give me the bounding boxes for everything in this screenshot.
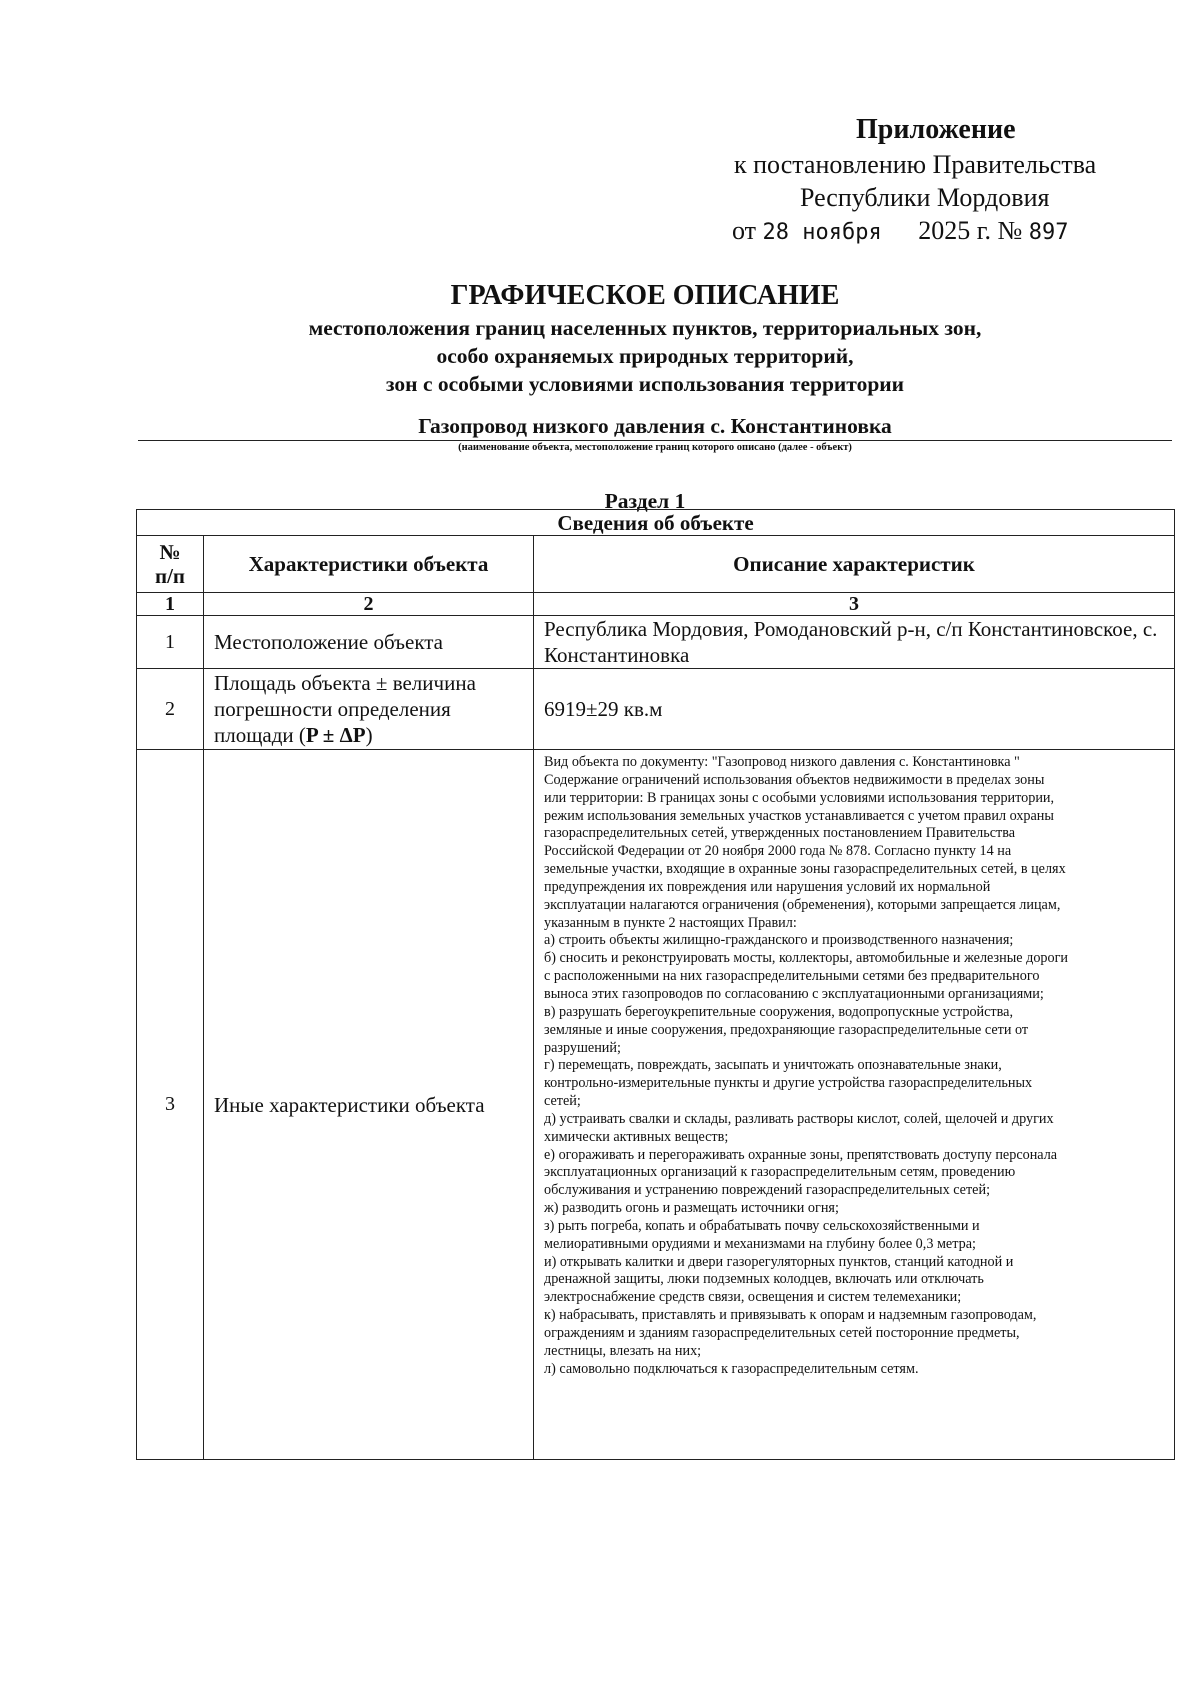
header-description: Описание характеристик — [534, 536, 1175, 593]
restriction-line: л) самовольно подключаться к газораспределительным сетям. — [544, 1360, 919, 1377]
appendix-date-line — [720, 214, 1150, 249]
restriction-line: химически активных веществ; — [544, 1128, 729, 1145]
column-numbers-row — [137, 593, 1175, 616]
area-label-end: ) — [365, 723, 373, 747]
subtitle-line: особо охраняемых природных территорий, — [436, 344, 854, 368]
header-characteristic: Характеристики объекта — [204, 536, 534, 593]
appendix-line-2: Республики Мордовия — [800, 183, 1050, 212]
header-no: № п/п — [137, 536, 204, 593]
appendix-year: 2025 г. № — [918, 216, 1023, 245]
restriction-line: режим использования земельных участков устанавливается с учетом правил охраны — [544, 807, 1054, 824]
restriction-line: земельные участки, входящие в охранные зоны газораспределительных сетей, в целях — [544, 861, 1066, 878]
restriction-line: лестницы, влезать на них; — [544, 1342, 702, 1359]
subtitle-line: зон с особыми условиями использования территории — [385, 372, 905, 396]
appendix-date: 28 ноября — [762, 220, 882, 245]
subtitle-line: местоположения границ населенных пунктов, территориальных зон, — [308, 316, 982, 340]
restriction-line: разрушений; — [544, 1039, 621, 1056]
row-characteristic — [204, 669, 534, 750]
row-description: Республика Мордовия, Ромодановский р-н, с/п Константиновское, с. Константиновка — [534, 616, 1175, 669]
restriction-line: д) устраивать свалки и склады, разливать растворы кислот, солей, щелочей и других — [544, 1110, 1054, 1127]
restriction-line: контрольно-измерительные пункты и другие устройства газораспределительных — [544, 1075, 1033, 1092]
table-header-row — [137, 536, 1175, 593]
object-name-note: (наименование объекта, местоположение границ которого описано (далее - объект) — [458, 442, 852, 453]
object-info-table — [136, 509, 1175, 1460]
row-description: 6919±29 кв.м — [534, 669, 1175, 750]
table-caption: Сведения об объекте — [137, 510, 1175, 536]
restriction-line: в) разрушать берегоукрепительные сооружения, водопропускные устройства, — [544, 1003, 1013, 1020]
appendix-number: 897 — [1028, 220, 1069, 245]
restriction-line: б) сносить и реконструировать мосты, коллекторы, автомобильные и железные дороги — [544, 950, 1069, 967]
column-number: 3 — [534, 593, 1175, 616]
table-row — [137, 669, 1175, 750]
restriction-line: к) набрасывать, приставлять и привязывать к опорам и надземным газопроводам, — [544, 1307, 1037, 1324]
restriction-line: обслуживания и устранению повреждений газораспределительных сетей; — [544, 1182, 991, 1199]
restriction-line: электроснабжение средств связи, освещения и систем телемеханики; — [544, 1289, 962, 1306]
restriction-line: з) рыть погреба, копать и обрабатывать почву сельскохозяйственными и — [544, 1217, 980, 1234]
appendix-line-1: к постановлению Правительства — [734, 150, 1097, 179]
restriction-line: эксплуатационных организаций к газораспределительным сетям, проведению — [544, 1164, 1016, 1181]
section-title: Раздел 1 — [604, 489, 686, 513]
row-description-restrictions — [534, 750, 1175, 1460]
restriction-line: г) перемещать, повреждать, засыпать и уничтожать опознавательные знаки, — [544, 1057, 1002, 1074]
restriction-line: а) строить объекты жилищно-гражданского и производственного назначения; — [544, 932, 1014, 949]
restriction-line: выноса этих газопроводов по согласованию с эксплуатационными организациями; — [544, 985, 1044, 1002]
appendix-from: от — [732, 216, 757, 245]
table-row — [137, 750, 1175, 1460]
restriction-line: Российской Федерации от 20 ноября 2000 года № 878. Согласно пункту 14 на — [544, 843, 1012, 860]
row-characteristic: Местоположение объекта — [204, 616, 534, 669]
row-number: 2 — [137, 669, 204, 750]
appendix-block — [720, 112, 1150, 249]
restriction-line: ж) разводить огонь и размещать источники огня; — [544, 1200, 839, 1217]
restriction-line: ограждениям и зданиям газораспределительных сетей посторонние предметы, — [544, 1325, 1020, 1341]
restriction-line: эксплуатации налагаются ограничения (обременения), которыми запрещается лицам, — [544, 896, 1061, 913]
restriction-line: с расположенными на них газораспределительными сетями без предварительного — [544, 968, 1040, 985]
restriction-line: сетей; — [544, 1093, 581, 1110]
table-row — [137, 616, 1175, 669]
document-title: ГРАФИЧЕСКОЕ ОПИСАНИЕ — [450, 280, 840, 311]
area-formula: P ± ΔP — [305, 723, 366, 747]
restriction-line: дренажной защиты, люки подземных колодцев, включать или отключать — [544, 1271, 984, 1288]
row-characteristic: Иные характеристики объекта — [204, 750, 534, 1460]
restriction-line: мелиоративными орудиями и механизмами на глубину более 0,3 метра; — [544, 1235, 976, 1252]
restriction-line: Содержание ограничений использования объектов недвижимости в пределах зоны — [544, 771, 1045, 788]
object-name: Газопровод низкого давления с. Константиновка — [138, 412, 1172, 441]
column-number: 2 — [204, 593, 534, 616]
row-number: 1 — [137, 616, 204, 669]
restriction-line: Вид объекта по документу: "Газопровод низкого давления с. Константиновка " — [544, 754, 1020, 770]
restriction-line: е) огораживать и перегораживать охранные зоны, препятствовать доступу персонала — [544, 1146, 1058, 1163]
restriction-line: и) открывать калитки и двери газорегуляторных пунктов, станций катодной и — [544, 1253, 1014, 1270]
row-number: 3 — [137, 750, 204, 1460]
document-subtitle — [0, 314, 1200, 398]
restriction-line: газораспределительных сетей, утвержденных постановлением Правительства — [544, 825, 1016, 842]
restriction-line: указанным в пункте 2 настоящих Правил: — [544, 914, 797, 931]
appendix-title: Приложение — [856, 114, 1016, 145]
area-label: Площадь объекта ± величина погрешности определения площади ( — [214, 671, 476, 747]
column-number: 1 — [137, 593, 204, 616]
restriction-line: земляные и иные сооружения, предохраняющие газораспределительные сети от — [544, 1021, 1029, 1038]
restriction-line: предупреждения их повреждения или нарушения условий их нормальной — [544, 878, 991, 895]
table-caption-row — [137, 510, 1175, 536]
restriction-line: или территории: В границах зоны с особыми условиями использования территории, — [544, 789, 1055, 806]
